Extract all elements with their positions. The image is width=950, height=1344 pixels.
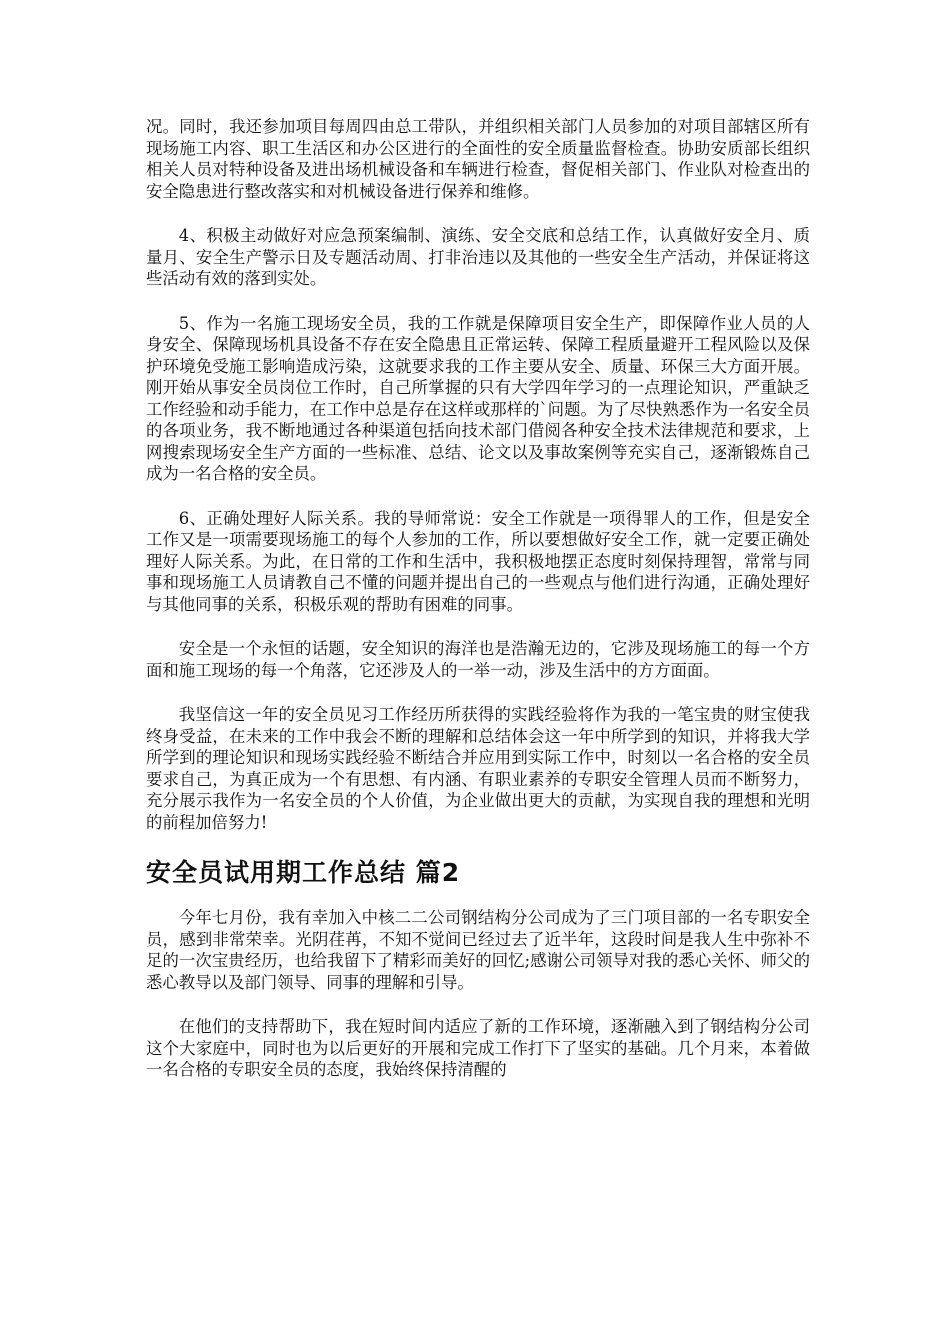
paragraph-intro: 今年七月份，我有幸加入中核二二公司钢结构分公司成为了三门项目部的一名专职安全员，感到非常荣幸。光阴荏苒，不知不觉间已经过去了近半年，这段时间是我人生中弥补不足的一次宝贵经历，也给我留下了精彩而美好的回忆;感谢公司领导对我的悉心关怀、师父的悉心教导以及部门领导、同事的理解和引导。 [146, 908, 810, 992]
paragraph-item-4: 4、积极主动做好对应急预案编制、演练、安全交底和总结工作，认真做好安全月、质量月、安全生产警示日及专题活动周、打非治违以及其他的一些安全生产活动，并保证将这些活动有效的落到实处。 [146, 226, 810, 288]
paragraph-item-5: 5、作为一名施工现场安全员，我的工作就是保障项目安全生产，即保障作业人员的人身安全、保障现场机具设备不存在安全隐患且正常运转、保障工程质量避开工程风险以及保护环境免受施工影响造成污染，这就要求我的工作主要从安全、质量、环保三大方面开展。刚开始从事安全员岗位工作时，自己所掌握的只有大学四年学习的一点理论知识，严重缺乏工作经验和动手能力，在工作中总是存在这样或那样的`问题。为了尽快熟悉作为一名安全员的各项业务，我不断地通过各种渠道包括向技术部门借阅各种安全技术法律规范和要求，上网搜索现场安全生产方面的一些标准、总结、论文以及事故案例等充实自己，逐渐锻炼自己成为一名合格的安全员。 [146, 313, 810, 483]
paragraph-safety-topic: 安全是一个永恒的话题，安全知识的海洋也是浩瀚无边的，它涉及现场施工的每一个方面和施工现场的每一个角落，它还涉及人的一举一动，涉及生活中的方方面面。 [146, 639, 810, 680]
paragraph-conclusion: 我坚信这一年的安全员见习工作经历所获得的实践经验将作为我的一笔宝贵的财宝使我终身受益，在未来的工作中我会不断的理解和总结体会这一年中所学到的知识，并将我大学所学到的理论知识和现场实践经验不断结合并应用到实际工作中，时刻以一名合格的安全员要求自己，为真正成为一个有思想、有内涵、有职业素养的专职安全管理人员而不断努力，充分展示我作为一名安全员的个人价值，为企业做出更大的贡献，为实现自我的理想和光明的前程加倍努力! [146, 705, 810, 832]
document-page [146, 116, 810, 1104]
section-heading: 安全员试用期工作总结 篇2 [146, 858, 461, 887]
paragraph-continuation: 况。同时，我还参加项目每周四由总工带队，并组织相关部门人员参加的对项目部辖区所有现场施工内容、职工生活区和办公区进行的全面性的安全质量监督检查。协助安质部长组织相关人员对特种设备及进出场机械设备和车辆进行检查，督促相关部门、作业队对检查出的安全隐患进行整改落实和对机械设备进行保养和维修。 [146, 117, 810, 201]
paragraph-support: 在他们的支持帮助下，我在短时间内适应了新的工作环境，逐渐融入到了钢结构分公司这个大家庭中，同时也为以后更好的开展和完成工作打下了坚实的基础。几个月来，本着做一名合格的专职安全员的态度，我始终保持清醒的 [146, 1017, 810, 1079]
paragraph-item-6: 6、正确处理好人际关系。我的导师常说：安全工作就是一项得罪人的工作，但是安全工作又是一项需要现场施工的每个人参加的工作，所以要想做好安全工作，就一定要正确处理好人际关系。为此，在日常的工作和生活中，我积极地摆正态度时刻保持理智，常常与同事和现场施工人员请教自己不懂的问题并提出自己的一些观点与他们进行沟通，正确处理好与其他同事的关系，积极乐观的帮助有困难的同事。 [146, 508, 810, 614]
